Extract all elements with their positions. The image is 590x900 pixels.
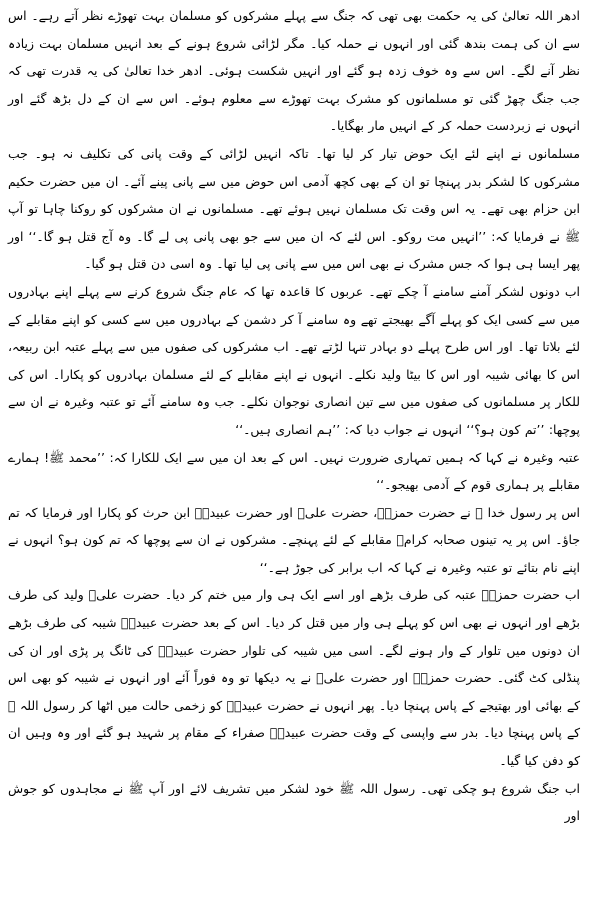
paragraph-2: مسلمانوں نے اپنے لئے ایک حوض تیار کر لیا تھا۔ تاکہ انہیں لڑائی کے وقت پانی کی تکلیف نہ ہو۔ جب مشرکوں کا لشکر بدر پہنچا تو ان کے بھی کچھ آدمی اس حوض میں سے پانی پینے آئے۔ ان میں حضرت حکیم ابن حزام بھی تھے۔ یہ اس وقت تک مسلمان نہیں ہوئے تھے۔ مسلمانوں نے ان مشرکوں کو روکنا چاہا تو آپ ﷺ نے فرمایا کہ: ’’انہیں مت روکو۔ اس لئے کہ ان میں سے جو بھی پانی پی لے گا۔ وہ آج قتل ہو گا۔‘‘ اور پھر ایسا ہی ہوا کہ جس مشرک نے بھی اس میں سے پانی پی لیا تھا۔ وہ اسی دن قتل ہو گیا۔ xyxy=(8,145,580,272)
paragraph-6: اب حضرت حمزہؓ عتبہ کی طرف بڑھے اور اسے ایک ہی وار میں ختم کر دیا۔ حضرت علیؓ ولید کی طرف بڑھے اور انہوں نے بھی اس کو پہلے ہی وار میں قتل کر دیا۔ اس کے بعد حضرت عبیدہؓ شیبہ کی طرف بڑھے ان دونوں میں تلوار کے وار ہونے لگے۔ اسی میں شیبہ کی تلوار حضرت عبیدہؓ کی ٹانگ پر پڑی اور ان کی پنڈلی کٹ گئی۔ حضرت حمزہؓ اور حضرت علیؓ نے یہ دیکھا تو وہ فوراً آئے اور انہوں نے شیبہ کو بھی اس کے بھائی اور بھتیجے کے پاس پہنچا دیا۔ پھر انہوں نے حضرت عبیدہؓ کو زخمی حالت میں اٹھا کر رسول اللہ ﷺ کے پاس پہنچا دیا۔ بدر سے واپسی کے وقت حضرت عبیدہؓ صفراء کے مقام پر شہید ہو گئے اور وہ وہیں ان کو دفن کیا گیا۔ xyxy=(8,587,580,769)
paragraph-1: ادھر اللہ تعالیٰ کی یہ حکمت بھی تھی کہ جنگ سے پہلے مشرکوں کو مسلمان بہت تھوڑے نظر آتے رہے۔ اس سے ان کی ہمت بندھ گئی اور انہوں نے حملہ کیا۔ مگر لڑائی شروع ہونے کے بعد انہیں مسلمان بہت زیادہ نظر آنے لگے۔ اس سے وہ خوف زدہ ہو گئے اور انہیں شکست ہوئی۔ ادھر خدا تعالیٰ کی یہ قدرت تھی کہ جب جنگ چھڑ گئی تو مسلمانوں کو مشرک بہت تھوڑے سے معلوم ہوئے۔ اس سے ان کے دل بڑھ گئے اور انہوں نے زبردست حملہ کر کے انہیں مار بھگایا۔ xyxy=(8,8,580,134)
paragraph-5: اس پر رسول خدا ﷺ نے حضرت حمزہؓ، حضرت علیؓ اور حضرت عبیدہؓ ابن حرث کو پکارا اور فرمایا کہ تم جاؤ۔ اس پر یہ تینوں صحابہ کرامؓ مقابلے کے لئے پہنچے۔ مشرکوں نے ان سے پوچھا کہ تم کون ہو؟ انہوں نے اپنے نام بتائے تو عتبہ وغیرہ نے کہا کہ اب برابر کی جوڑ ہے۔‘‘ xyxy=(8,504,580,575)
paragraph-3: اب دونوں لشکر آمنے سامنے آ چکے تھے۔ عربوں کا قاعدہ تھا کہ عام جنگ شروع کرنے سے پہلے اپنے بہادروں میں سے کسی ایک کو پہلے آگے بھیجتے تھے وہ سامنے آ کر دشمن کے بہادروں میں سے کسی کو اپنے مقابلے کے لئے بلاتا تھا۔ اور اس طرح پہلے دو بہادر تنہا لڑتے تھے۔ اب مشرکوں کی صفوں میں سے پہلے عتبہ ابن ربیعہ، اس کا بھائی شیبہ اور اس کا بیٹا ولید نکلے۔ انہوں نے اپنے مقابلے کے لئے مسلمان بہادروں کو پکارا۔ اس کی للکار پر مسلمانوں کی صفوں میں سے تین انصاری نوجوان نکلے۔ جب وہ سامنے آئے تو عتبہ وغیرہ نے ان سے پوچھا: ’’تم کون ہو؟‘‘ انہوں نے جواب دیا کہ: ’’ہم انصاری ہیں۔‘‘ xyxy=(8,283,580,437)
paragraph-4: عتبہ وغیرہ نے کہا کہ ہمیں تمہاری ضرورت نہیں۔ اس کے بعد ان میں سے ایک للکارا کہ: ’’محمد ﷺ! ہمارے مقابلے پر ہماری قوم کے آدمی بھیجو۔‘‘ xyxy=(8,449,580,493)
paragraph-7: اب جنگ شروع ہو چکی تھی۔ رسول اللہ ﷺ خود لشکر میں تشریف لائے اور آپ ﷺ نے مجاہدوں کو جوش اور xyxy=(8,780,580,824)
